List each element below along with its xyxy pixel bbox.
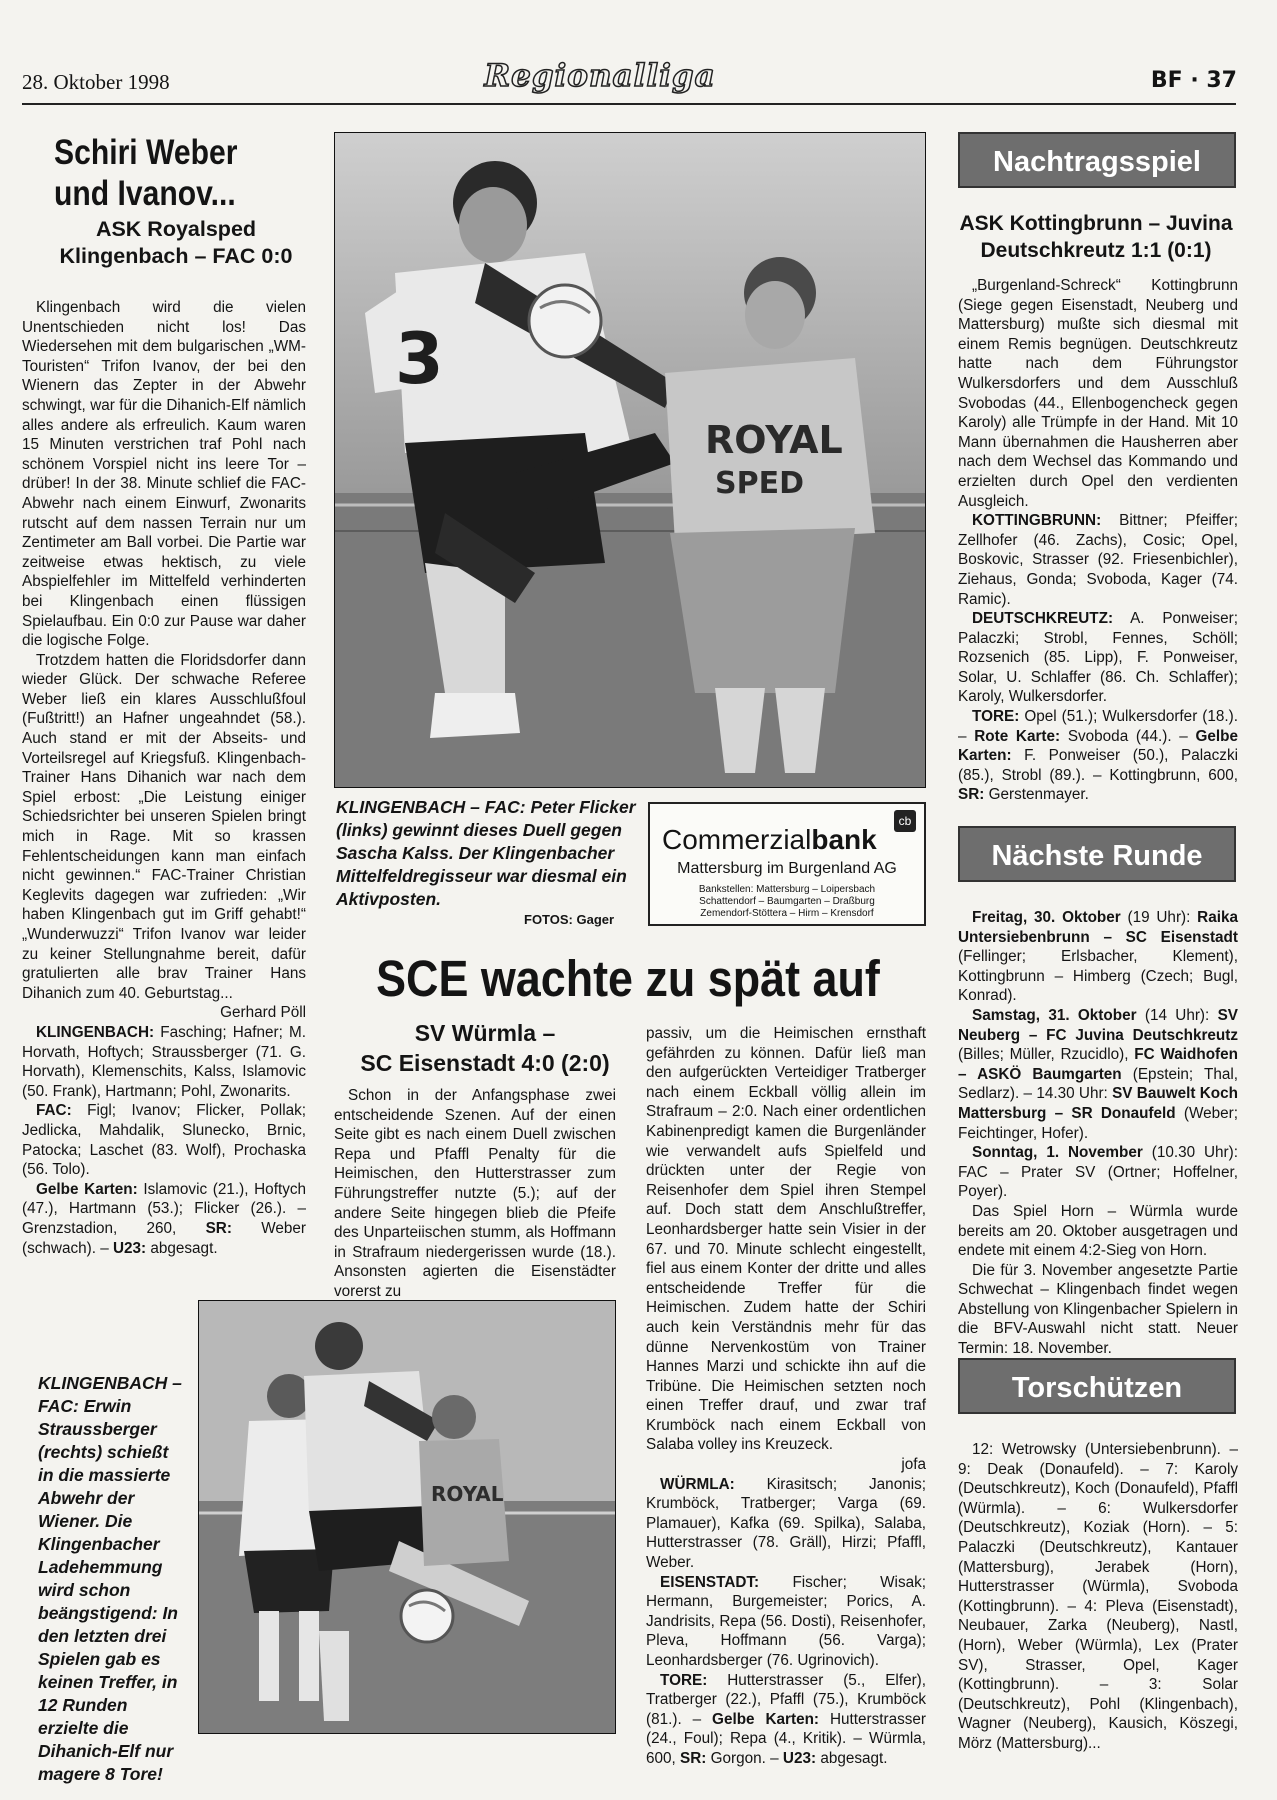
- svg-text:ROYAL: ROYAL: [705, 418, 843, 462]
- photo-credit: FOTOS: Gager: [524, 912, 615, 927]
- nachtrag-lineup-deutschkreutz: DEUTSCHKREUTZ: A. Ponweiser; Palaczki; Strobl, Fennes, Schöll; Rozsenich (85. Lipp), F. Ponweiser, Solar, U. Schlaffer (86. Ch. Schlaffer); Karoly, Wulkersdorfer.: [958, 610, 1239, 706]
- center-article-col1: [334, 1086, 616, 1302]
- box-naechste-runde: Nächste Runde: [958, 826, 1236, 882]
- nachtrag-match-title: ASK Kottingbrunn – Juvina Deutschkreutz 1:1 (0:1): [959, 212, 1233, 262]
- issue-date: 28. Oktober 1998: [22, 70, 170, 94]
- left-article-header: [22, 132, 330, 270]
- left-paragraph-1: Klingenbach wird die vielen Unentschieden nicht los! Das Wiedersehen mit dem bulgarischen „WM-Touristen“ Trifon Ivanov, der bei den Wienern das Zepter in der Abwehr schwingt, war für die Dihanich-Elf nämlich alles andere als erfreulich. Kaum waren 15 Minuten verstrichen traf Pohl nach schönem Vorspiel nicht ins leere Tor – drüber! In der 38. Minute schlief die FAC-Abwehr nach einem Einwurf, Zwonarits rutscht auf dem nassen Terrain nur um Zentimeter am Ball vorbei. Die Partie war zeitweise etwas hektisch, zu viele Abspielfehler im Mittelfeld verhinderten bei Klingenbach einen flüssigen Spielaufbau. Ein 0:0 zur Pause war daher die logische Folge.: [22, 299, 306, 650]
- center-lineup-eisenstadt: EISENSTADT: Fischer; Wisak; Hermann, Burgemeister; Porics, A. Jandrisits, Repa (56. Dosti), Reisenhofer, Pleva, Hoffmann (56. Varga); Leonhardsberger (76. Ugrinovich).: [646, 1573, 926, 1669]
- left-lineup-klingenbach: KLINGENBACH: Fasching; Hafner; M. Horvath, Hoftych; Straussberger (71. G. Horvath), Klemenschits, Kalss, Islamovic (50. Frank), Hartmann; Pohl, Zwonarits.: [22, 1023, 307, 1100]
- left-title-line1: Schiri Weber: [54, 133, 238, 172]
- box-nachtragsspiel: Nachtragsspiel: [958, 132, 1236, 188]
- round-note-horn: Das Spiel Horn – Würmla wurde bereits am 20. Oktober ausgetragen und endete mit einem 4:2-Sieg von Horn.: [958, 1202, 1238, 1260]
- left-stats: Gelbe Karten: Islamovic (21.), Hoftych (47.), Hartmann (53.); Flicker (26.). – Grenzstadion, 260, SR: Weber (schwach). – U23: abgesagt.: [22, 1180, 306, 1257]
- round-sunday: Sonntag, 1. November (10.30 Uhr): FAC – Prater SV (Ortner; Hoffelner, Poyer).: [958, 1144, 1238, 1201]
- ad-line2: Mattersburg im Burgenland AG: [677, 860, 897, 877]
- round-note-schwechat: Die für 3. November angesetzte Partie Schwechat – Klingenbach findet wegen Abstellung von Klingenbacher Spielern in die BFV-Auswahl nicht statt. Neuer Termin: 18. November.: [958, 1261, 1238, 1358]
- left-article-body: [22, 298, 306, 1258]
- photo-straussberger-shot: [198, 1300, 616, 1734]
- center-paragraph-2: passiv, um die Heimischen ernsthaft gefährden zu können. Dafür ließ man den aufgerückten Verteidiger Tratberger nach einem Eckball völlig allein im Strafraum – 2:0. Nach einer ordentlichen Kabinenpredigt kamen die Burgenländer wie verwandelt aufs Spielfeld und drückten unter der Regie von Reisenhofer dem Spiel ihren Stempel auf. Doch statt dem Anschlußtreffer, Leonhardsberger hatte sein Visier in der 67. und 70. Minute schlecht eingestellt, fiel aus einem Konter der dritte und alles entscheidende Treffer für die Heimischen. Zudem hatte der Schiri auch kein Verständnis mehr für das dünne Nervenkostüm von Trainer Hannes Marzi und schickte ihn auf die Tribüne. Die Heimischen setzten noch einen Treffer drauf, und zwar traf Krumböck nach einem Eckball von Salaba volley ins Kreuzeck.: [646, 1025, 926, 1454]
- center-headline: SCE wachte zu spät auf: [376, 950, 880, 1007]
- bank-logo-icon: cb: [894, 810, 916, 832]
- photo-1-caption: KLINGENBACH – FAC: Peter Flicker (links) gewinnt dieses Duell gegen Sascha Kalss. Der Klingenbacher Mittelfeldregisseur war diesmal ein Aktivposten.: [336, 797, 636, 909]
- ad-brand: Commerzialbank: [662, 824, 877, 855]
- page-number: BF · 37: [1150, 68, 1237, 93]
- left-author: Gerhard Pöll: [220, 1004, 306, 1022]
- round-saturday: Samstag, 31. Oktober (14 Uhr): SV Neuberg – FC Juvina Deutschkreutz (Billes; Müller, Rzucidlo), FC Waidhofen – ASKÖ Baumgarten (Epstein; Thal, Sedlarz). – 14.30 Uhr: SV Bauwelt Koch Mattersburg – SR Donaufeld (Weber; Feichtinger, Hofer).: [958, 1006, 1238, 1142]
- photo-duel-flicker-kalss: [334, 132, 926, 788]
- left-paragraph-2: Trotzdem hatten die Floridsdorfer dann wieder Glück. Der schwache Referee Weber ließ ein klares Ausschlußfoul (Fußtritt!) an Hafner ungeahndet (58.). Auch stand er mit der Abseits- und Vorteilsregel auf Kriegsfuß. Klingenbach-Trainer Hans Dihanich war nach dem Spiel erbost: „Die Leistung einiger Schiedsrichter bei unseren Spielen bringt mich in Rage. Mit so krassen Fehlentscheidungen kann man einfach nicht gewinnen.“ FAC-Trainer Christian Keglevits dagegen war zufrieden: „Wir haben Klingenbach gut im Griff gehabt!“ „Wunderwuzzi“ Trifon Ivanov war leider zu keiner Stellungnahme bereit, dafür gratulierten alle brav Trainer Hans Dihanich zum 40. Geburtstag...: [22, 651, 306, 1002]
- center-article-col2: [646, 1024, 926, 1769]
- photo-1-illustration: [335, 133, 925, 787]
- svg-text:ROYAL: ROYAL: [431, 1482, 504, 1506]
- naechste-runde-body: [958, 908, 1238, 1359]
- nachtrag-stats: TORE: Opel (51.); Wulkersdorfer (18.). – Rote Karte: Svoboda (44.). – Gelbe Karten: F. Ponweiser (50.), Palaczki (85.), Strobl (89.). – Kottingbrunn, 600, SR: Gerstenmayer.: [958, 708, 1239, 804]
- left-subtitle-line1: ASK Royalsped: [95, 217, 257, 241]
- scorers-list: 12: Wetrowsky (Untersiebenbrunn). – 9: Deak (Donaufeld). – 7: Karoly (Deutschkreutz), Koch (Donaufeld), Pfaffl (Würmla). – 6: Wulkersdorfer (Deutschkreutz), Koziak (Horn). – 5: Palaczki (Deutschkreutz), Kantauer (Mattersburg), Jerabek (Horn), Hutterstrasser (Würmla), Svoboda (Kottingbrunn). – 4: Pleva (Eisenstadt), Neubauer, Zarka (Neuberg), Nastl, (Horn), Weber (Würmla), Lex (Prater SV), Strasser, Opel, Kager (Kottingbrunn). – 3: Solar (Deutschkreutz), Pohl (Klingenbach), Wagner (Neuberg), Kausich, Köszegi, Mörz (Mattersburg)...: [958, 1441, 1238, 1752]
- nachtrag-lineup-kottingbrunn: KOTTINGBRUNN: Bittner; Pfeiffer; Zellhofer (46. Zachs), Cosic; Opel, Boskovic, Strasser (92. Friesenbichler), Ziehaus, Gonda; Svoboda, Kager (74. Ramic).: [958, 512, 1238, 608]
- round-friday: Freitag, 30. Oktober (19 Uhr): Raika Untersiebenbrunn – SC Eisenstadt (Fellinger; Erlsbacher, Klement), Kottingbrunn – Himberg (Czech; Bugl, Konrad).: [958, 909, 1238, 1005]
- center-stats: TORE: Hutterstrasser (5., Elfer), Tratberger (22.), Pfaffl (75.), Krumböck (81.). – Gelbe Karten: Hutterstrasser (24., Foul); Repa (4., Kritik). – Würmla, 600, SR: Gorgon. – U23: abgesagt.: [646, 1671, 927, 1767]
- nachtrag-paragraph: „Burgenland-Schreck“ Kottingbrunn (Siege gegen Eisenstadt, Neuberg und Mattersburg) mußte sich diesmal mit einem Remis begnügen. Deutschkreutz hatte nach dem Führungstor Wulkersdorfers und dem Ausschluß Svobodas (44., Ellenbogencheck gegen Karoly) alle Trümpfe in der Hand. Mit 10 Mann übernahmen die Hausherren aber nach dem Wechsel das Kommando und erzielten durch Opel den verdienten Ausgleich.: [958, 277, 1238, 510]
- center-author: jofa: [901, 1456, 926, 1474]
- left-lineup-fac: FAC: Figl; Ivanov; Flicker, Pollak; Jedlicka, Mahdalik, Slunecko, Brnic, Patocka; Laschet (83. Wolf), Prochaska (56. Tolo).: [22, 1102, 307, 1179]
- photo-2-caption: KLINGENBACH – FAC: Erwin Straussberger (rechts) schießt in die massierte Abwehr der Wiener. Die Klingenbacher Ladehemmung wird schon beängstigend: In den letzten drei Spielen gab es keinen Treffer, in 12 Runden erzielte die Dihanich-Elf nur magere 8 Tore!: [38, 1373, 182, 1784]
- center-subtitle: SV Würmla – SC Eisenstadt 4:0 (2:0): [360, 1020, 610, 1076]
- header-rule: [22, 103, 1236, 105]
- box-torschuetzen: Torschützen: [958, 1358, 1236, 1414]
- svg-text:3: 3: [395, 318, 444, 400]
- center-lineup-wuermla: WÜRMLA: Kirasitsch; Janonis; Krumböck, Tratberger; Varga (69. Plamauer), Kafka (69. Spilka), Salaba, Hutterstrasser (78. Gräll), Hirzi; Pfaffl, Weber.: [646, 1475, 927, 1572]
- torschuetzen-body: [958, 1440, 1238, 1754]
- ad-branches: Bankstellen: Mattersburg – Loipersbach Schattendorf – Baumgarten – Draßburg Zemendorf-Stöttera – Hirm – Krensdorf: [698, 884, 876, 919]
- left-title-line2: und Ivanov...: [54, 174, 236, 213]
- svg-text:SPED: SPED: [715, 466, 804, 501]
- commerzialbank-ad: [648, 802, 926, 926]
- section-title: Regionalliga: [484, 58, 716, 94]
- nachtrag-body: [958, 276, 1238, 805]
- center-paragraph-1: Schon in der Anfangsphase zwei entscheidende Szenen. Auf der einen Seite gibt es nach einem Duell zwischen Repa und Pfaffl Penalty für die Heimischen, den Hutterstrasser zum Führungstreffer nutzte (5.); auf der andere Seite hingegen blieb die Pfeife des Unparteiischen stumm, als Hoffmann in Strafraum niedergerissen wurde (18.). Ansonsten agierten die Eisenstädter vorerst zu: [334, 1087, 616, 1300]
- left-subtitle-line2: Klingenbach – FAC 0:0: [59, 244, 293, 268]
- photo-2-illustration: [199, 1301, 615, 1733]
